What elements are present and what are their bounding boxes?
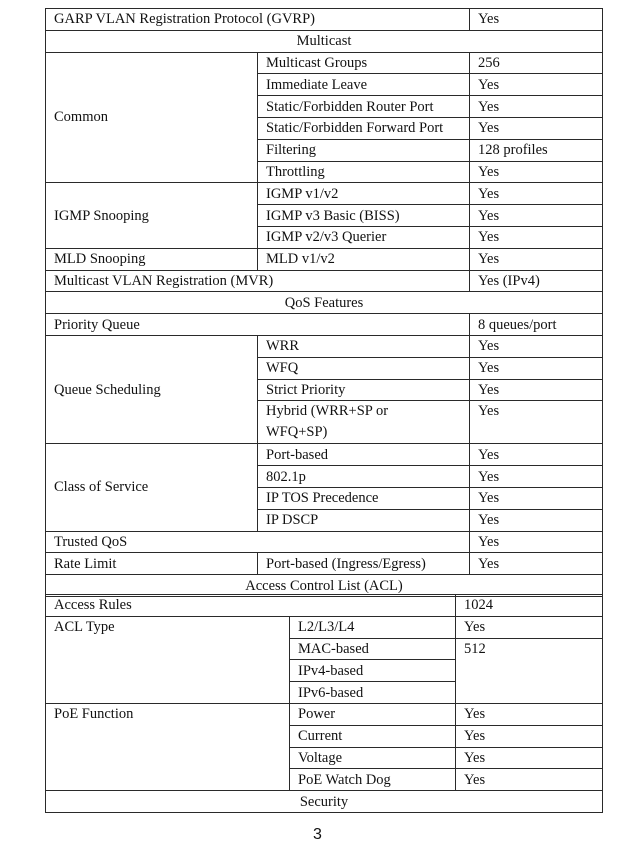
section-header-row bbox=[46, 30, 603, 52]
multicast-header: Multicast bbox=[46, 30, 603, 52]
common-item: Filtering bbox=[258, 139, 470, 161]
table-row bbox=[46, 183, 603, 205]
table-row bbox=[46, 616, 603, 638]
mld-label: MLD Snooping bbox=[46, 248, 258, 270]
poe-item: PoE Watch Dog bbox=[290, 769, 456, 791]
access-rules-label: Access Rules bbox=[46, 595, 456, 617]
rate-limit-item: Port-based (Ingress/Egress) bbox=[258, 553, 470, 575]
class-of-service-item: IP DSCP bbox=[258, 509, 470, 531]
class-of-service-value: Yes bbox=[470, 466, 603, 488]
gvrp-value: Yes bbox=[470, 9, 603, 31]
common-item: Multicast Groups bbox=[258, 52, 470, 74]
poe-value: Yes bbox=[456, 769, 603, 791]
poe-item: Voltage bbox=[290, 747, 456, 769]
mvr-value: Yes (IPv4) bbox=[470, 270, 603, 292]
security-header: Security bbox=[46, 791, 603, 813]
common-item: Immediate Leave bbox=[258, 74, 470, 96]
multicast-qos-spec-table bbox=[45, 8, 603, 597]
poe-value: Yes bbox=[456, 747, 603, 769]
igmp-value: Yes bbox=[470, 183, 603, 205]
table-row bbox=[46, 270, 603, 292]
common-label: Common bbox=[46, 52, 258, 183]
class-of-service-item: 802.1p bbox=[258, 466, 470, 488]
table-row bbox=[46, 595, 603, 617]
table-row bbox=[46, 703, 603, 725]
poe-item: Power bbox=[290, 703, 456, 725]
priority-queue-value: 8 queues/port bbox=[470, 314, 603, 336]
queue-scheduling-item: WFQ bbox=[258, 357, 470, 379]
acl-type-item: MAC-based bbox=[290, 638, 456, 660]
table-row bbox=[46, 248, 603, 270]
rate-limit-value: Yes bbox=[470, 553, 603, 575]
rate-limit-label: Rate Limit bbox=[46, 553, 258, 575]
igmp-item: IGMP v1/v2 bbox=[258, 183, 470, 205]
section-header-row bbox=[46, 292, 603, 314]
acl-type-item: IPv6-based bbox=[290, 682, 456, 704]
class-of-service-value: Yes bbox=[470, 487, 603, 509]
class-of-service-item: IP TOS Precedence bbox=[258, 487, 470, 509]
acl-poe-spec-table bbox=[45, 594, 603, 813]
priority-queue-label: Priority Queue bbox=[46, 314, 470, 336]
common-item: Static/Forbidden Router Port bbox=[258, 96, 470, 118]
common-value: Yes bbox=[470, 161, 603, 183]
poe-value: Yes bbox=[456, 703, 603, 725]
queue-scheduling-value: Yes bbox=[470, 401, 603, 444]
table-row bbox=[46, 444, 603, 466]
igmp-label: IGMP Snooping bbox=[46, 183, 258, 248]
igmp-value: Yes bbox=[470, 226, 603, 248]
common-item: Throttling bbox=[258, 161, 470, 183]
igmp-item: IGMP v3 Basic (BISS) bbox=[258, 205, 470, 227]
igmp-value: Yes bbox=[470, 205, 603, 227]
section-header-row bbox=[46, 791, 603, 813]
poe-item: Current bbox=[290, 725, 456, 747]
queue-scheduling-item: Hybrid (WRR+SP or WFQ+SP) bbox=[258, 401, 470, 444]
acl-type-item: IPv4-based bbox=[290, 660, 456, 682]
class-of-service-value: Yes bbox=[470, 509, 603, 531]
class-of-service-value: Yes bbox=[470, 444, 603, 466]
queue-scheduling-value: Yes bbox=[470, 357, 603, 379]
mld-item: MLD v1/v2 bbox=[258, 248, 470, 270]
acl-type-item: L2/L3/L4 bbox=[290, 616, 456, 638]
page-number: 3 bbox=[313, 826, 322, 843]
common-value: Yes bbox=[470, 96, 603, 118]
common-item: Static/Forbidden Forward Port bbox=[258, 117, 470, 139]
common-value: 128 profiles bbox=[470, 139, 603, 161]
queue-scheduling-item: Strict Priority bbox=[258, 379, 470, 401]
queue-scheduling-value: Yes bbox=[470, 335, 603, 357]
queue-scheduling-value: Yes bbox=[470, 379, 603, 401]
table-row bbox=[46, 531, 603, 553]
access-rules-value: 1024 bbox=[456, 595, 603, 617]
class-of-service-label: Class of Service bbox=[46, 444, 258, 531]
common-value: Yes bbox=[470, 74, 603, 96]
trusted-qos-label: Trusted QoS bbox=[46, 531, 470, 553]
table-row bbox=[46, 52, 603, 74]
table-row bbox=[46, 9, 603, 31]
table-row bbox=[46, 335, 603, 357]
acl-type-value: 512 bbox=[456, 638, 603, 703]
class-of-service-item: Port-based bbox=[258, 444, 470, 466]
table-row bbox=[46, 553, 603, 575]
mld-value: Yes bbox=[470, 248, 603, 270]
acl-header: Access Control List (ACL) bbox=[46, 575, 603, 597]
common-value: Yes bbox=[470, 117, 603, 139]
poe-value: Yes bbox=[456, 725, 603, 747]
poe-function-label: PoE Function bbox=[46, 703, 290, 790]
queue-scheduling-item: WRR bbox=[258, 335, 470, 357]
igmp-item: IGMP v2/v3 Querier bbox=[258, 226, 470, 248]
queue-scheduling-label: Queue Scheduling bbox=[46, 335, 258, 443]
table-row bbox=[46, 314, 603, 336]
acl-type-label: ACL Type bbox=[46, 616, 290, 703]
common-value: 256 bbox=[470, 52, 603, 74]
mvr-label: Multicast VLAN Registration (MVR) bbox=[46, 270, 470, 292]
qos-header: QoS Features bbox=[46, 292, 603, 314]
gvrp-label: GARP VLAN Registration Protocol (GVRP) bbox=[46, 9, 470, 31]
acl-type-value: Yes bbox=[456, 616, 603, 638]
trusted-qos-value: Yes bbox=[470, 531, 603, 553]
